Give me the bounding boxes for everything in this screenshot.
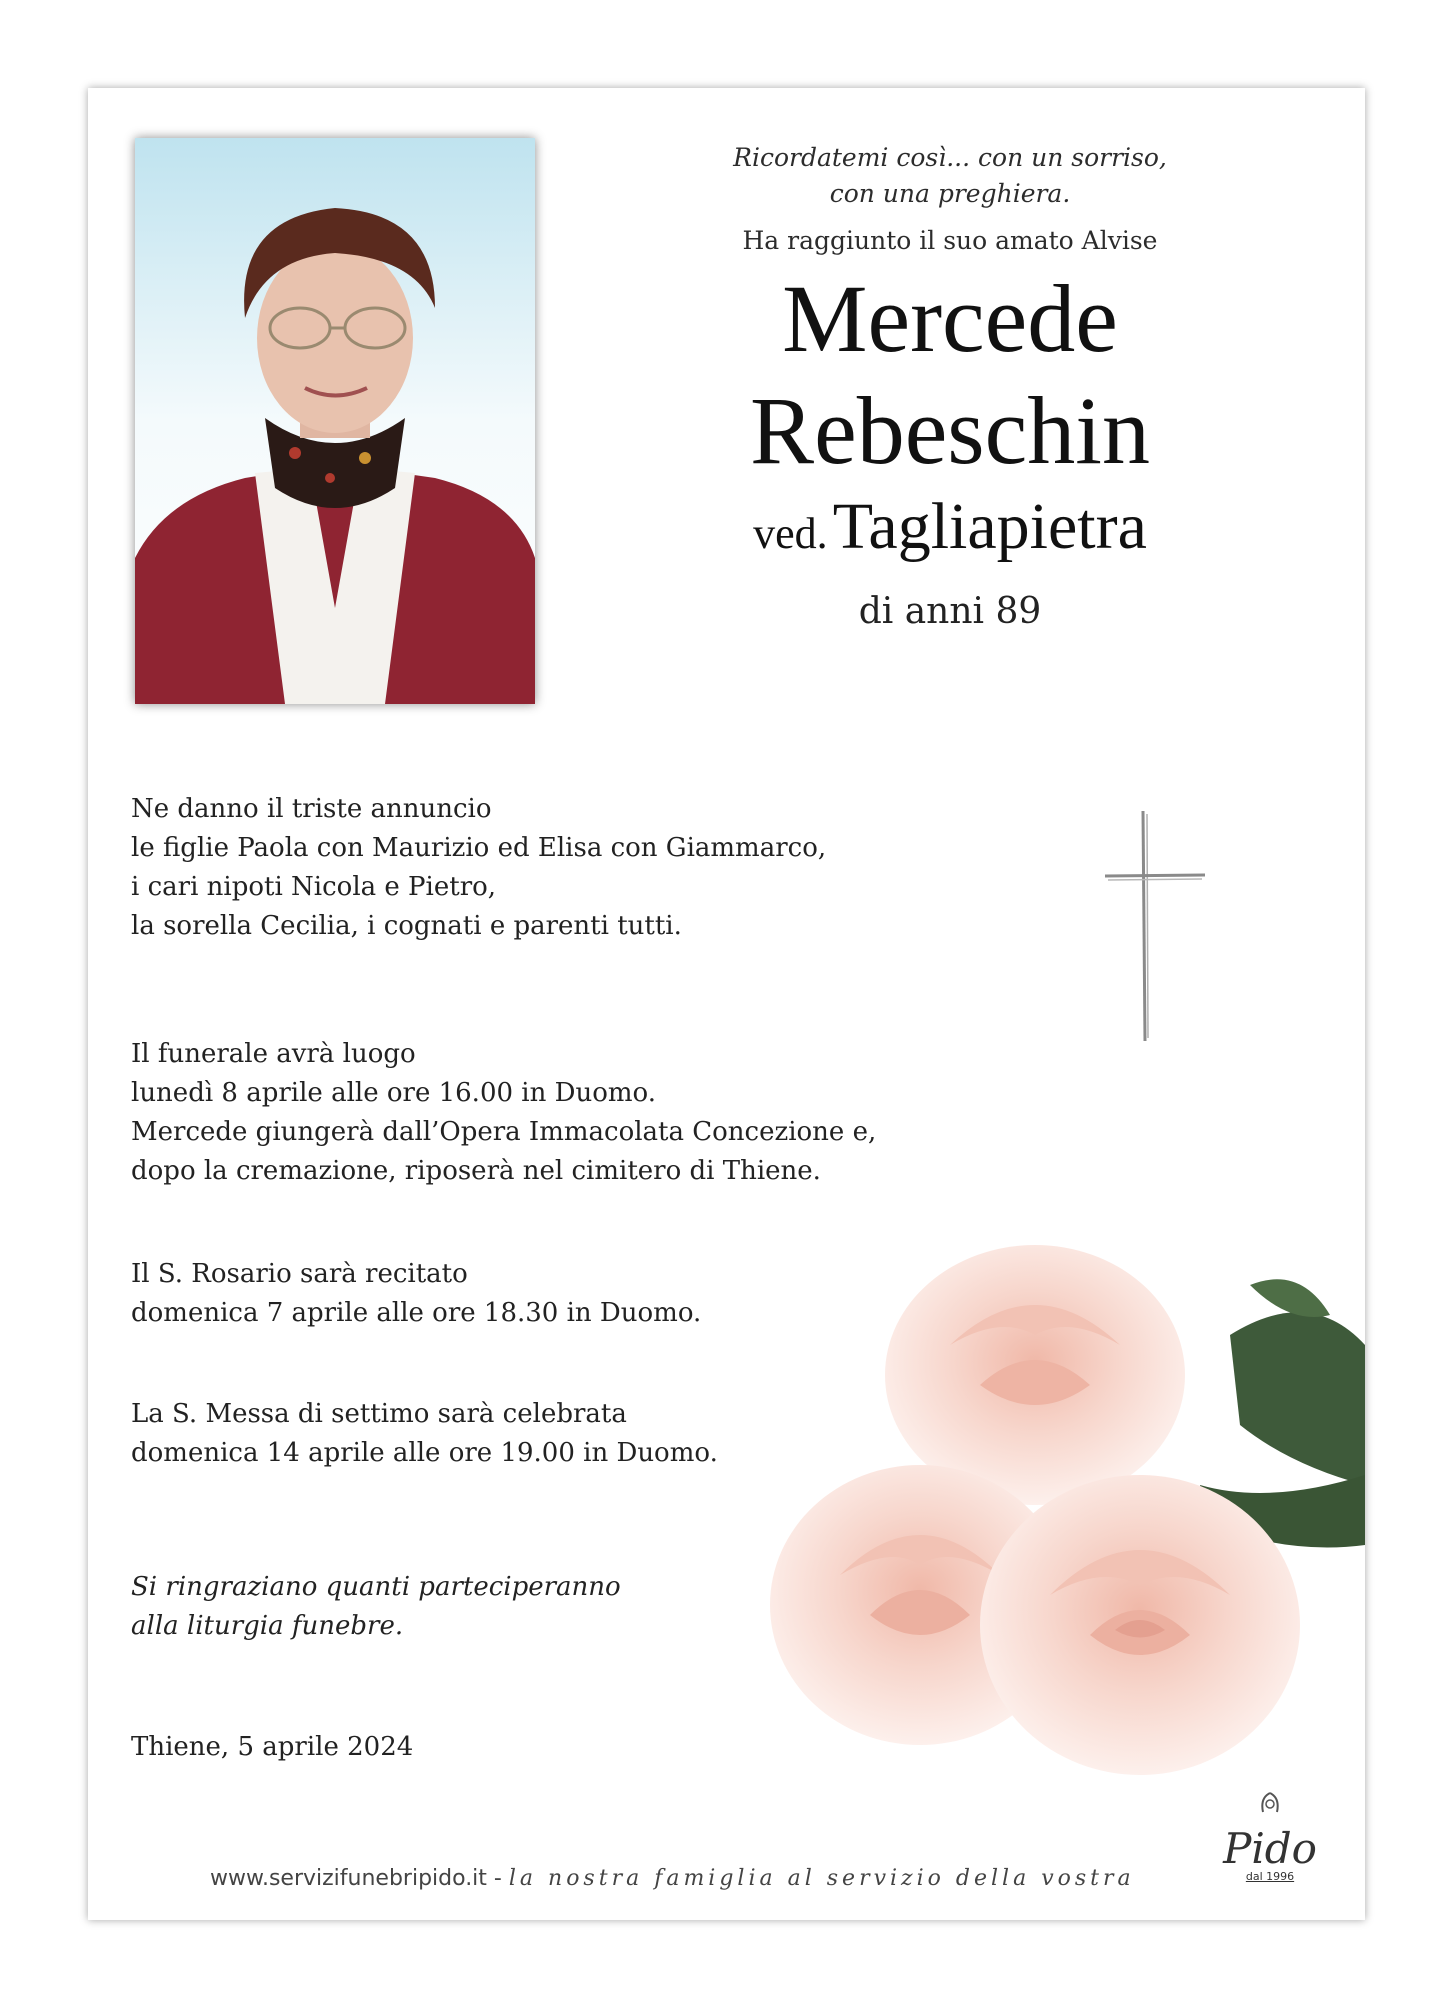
- thanks-line: Si ringraziano quanti parteciperanno: [131, 1572, 621, 1602]
- wreath-icon: [1255, 1790, 1285, 1820]
- funeral-line: Mercede giungerà dall’Opera Immacolata Concezione e,: [131, 1117, 877, 1147]
- intro-line: Ha raggiunto il suo amato Alvise: [742, 226, 1158, 255]
- funeral-line: Il funerale avrà luogo: [131, 1039, 416, 1069]
- footer-website-link[interactable]: www.servizifunebripido.it: [210, 1866, 487, 1891]
- funeral-line: lunedì 8 aprile alle ore 16.00 in Duomo.: [131, 1078, 656, 1108]
- announcement-paragraph: [131, 790, 826, 946]
- footer-separator: -: [486, 1866, 509, 1891]
- widow-prefix: ved.: [753, 509, 828, 558]
- header-block: [640, 140, 1260, 632]
- rosary-line: Il S. Rosario sarà recitato: [131, 1259, 468, 1289]
- portrait-photo: [135, 138, 535, 704]
- announcement-line: Ne danno il triste annuncio: [131, 794, 492, 824]
- footer-tagline: la nostra famiglia al servizio della vostra: [508, 1866, 1135, 1891]
- announcement-line: la sorella Cecilia, i cognati e parenti tutti.: [131, 911, 682, 941]
- announcement-line: le figlie Paola con Maurizio ed Elisa con Giammarco,: [131, 833, 827, 863]
- mass-line: La S. Messa di settimo sarà celebrata: [131, 1399, 627, 1429]
- deceased-name: [640, 263, 1260, 487]
- age: di anni 89: [858, 591, 1042, 632]
- mass-paragraph: [131, 1395, 718, 1473]
- funeral-paragraph: [131, 1035, 876, 1191]
- thanks-paragraph: [131, 1568, 621, 1646]
- epigraph-line-2: con una preghiera.: [829, 179, 1071, 208]
- cross-icon: [1100, 806, 1210, 1046]
- last-name: Rebeschin: [750, 377, 1150, 484]
- logo-brand: Pido: [1223, 1824, 1317, 1873]
- funeral-home-logo: [1220, 1790, 1320, 1890]
- announcement-line: i cari nipoti Nicola e Pietro,: [131, 872, 497, 902]
- funeral-line: dopo la cremazione, riposerà nel cimitero di Thiene.: [131, 1156, 821, 1186]
- widow-of: [640, 489, 1260, 565]
- place-date: Thiene, 5 aprile 2024: [131, 1732, 414, 1762]
- logo-since: dal 1996: [1245, 1870, 1295, 1883]
- rosary-line: domenica 7 aprile alle ore 18.30 in Duomo.: [131, 1298, 702, 1328]
- widow-surname: Tagliapietra: [832, 490, 1147, 563]
- portrait-image: [135, 138, 535, 704]
- epigraph: [640, 140, 1260, 212]
- footer: [210, 1866, 1135, 1891]
- roses-illustration: [770, 1225, 1365, 1815]
- mass-line: domenica 14 aprile alle ore 19.00 in Duomo.: [131, 1438, 718, 1468]
- first-name: Mercede: [782, 265, 1118, 372]
- rosary-paragraph: [131, 1255, 701, 1333]
- epigraph-line-1: Ricordatemi così... con un sorriso,: [733, 143, 1167, 172]
- thanks-line: alla liturgia funebre.: [131, 1611, 404, 1641]
